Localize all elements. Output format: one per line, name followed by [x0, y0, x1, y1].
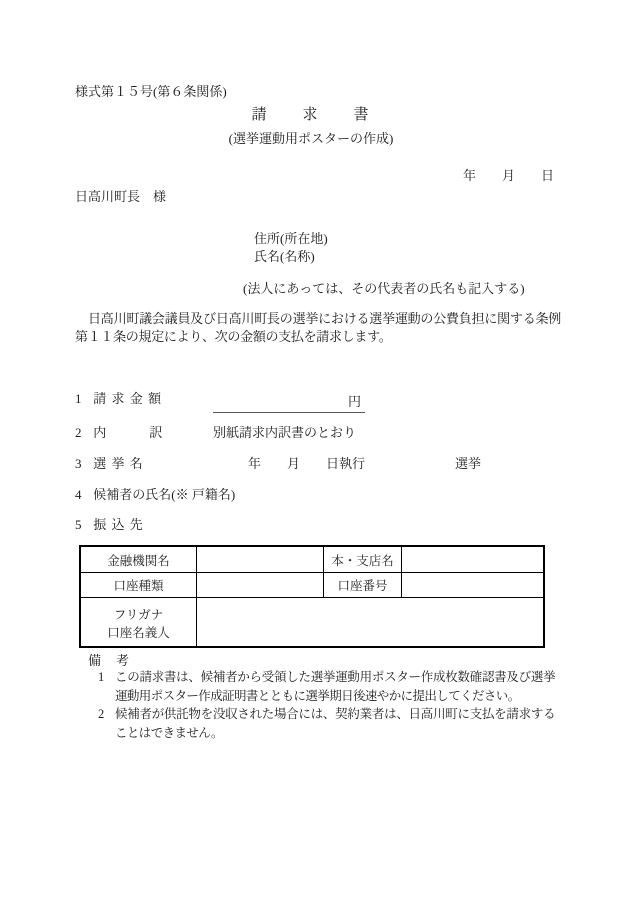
body-paragraph: 日高川町議会議員及び日高川町長の選挙における選挙運動の公費負担に関する条例第１１条の規定により、次の金額の支払を請求します。 [75, 311, 561, 344]
account-number-blank-cell [402, 573, 543, 598]
item-amount [75, 391, 162, 408]
addressee: 日高川町長 様 [75, 189, 167, 204]
amount-underline-field [213, 391, 365, 413]
remark-note-1 [98, 668, 560, 705]
remark-note-2 [98, 705, 560, 742]
item-election-name [75, 456, 144, 473]
account-holder-label-cell [81, 598, 197, 646]
item-breakdown [75, 425, 163, 442]
remark-note-2-text: 候補者が供託物を没収された場合には、契約業者は、日高川町に支払を請求することはできません。 [115, 707, 555, 740]
remarks-notes [98, 668, 560, 742]
item-candidate-no: 4 [75, 487, 82, 502]
bank-transfer-table [79, 545, 545, 648]
account-type-label: 口座種類 [81, 573, 197, 598]
furigana-label: フリガナ [113, 608, 164, 622]
financial-institution-label: 金融機関名 [81, 547, 197, 573]
date-blank-line: 年 月 日 [463, 168, 555, 183]
item-amount-no: 1 [75, 391, 82, 406]
account-type-blank-cell [197, 573, 324, 598]
amount-unit-yen: 円 [347, 394, 361, 409]
item-candidate-label: 候補者の氏名(※ 戸籍名) [93, 487, 236, 502]
item-amount-label: 請 求 金 額 [93, 391, 163, 406]
item-candidate-name [75, 487, 235, 504]
branch-label: 本・支店名 [324, 547, 402, 573]
applicant-address-label: 住所(所在地) [254, 231, 328, 246]
remark-note-1-no: 1 [98, 670, 105, 684]
election-suffix: 選挙 [455, 456, 482, 471]
item-bank-no: 5 [75, 517, 82, 532]
item-breakdown-no: 2 [75, 425, 82, 440]
form-number: 様式第１５号(第６条関係) [75, 84, 227, 99]
remarks-heading: 備 考 [88, 653, 131, 668]
item-bank-transfer [75, 517, 144, 534]
item-election-label: 選 挙 名 [93, 456, 144, 471]
item-breakdown-label: 内 訳 [93, 425, 164, 440]
election-date-blank: 年 月 日執行 [248, 456, 366, 471]
document-subtitle: (選挙運動用ポスターの作成) [228, 131, 394, 146]
item-election-no: 3 [75, 456, 82, 471]
remark-note-1-text: この請求書は、候補者から受領した選挙運動用ポスター作成枚数確認書及び選挙運動用ポスター作成証明書とともに選挙期日後速やかに提出してください。 [115, 670, 555, 703]
document-title: 請 求 書 [251, 107, 371, 123]
financial-institution-blank-cell [197, 547, 324, 573]
account-holder-blank-cell [197, 598, 543, 646]
corporation-note: (法人にあっては、その代表者の氏名も記入する) [243, 281, 525, 296]
item-breakdown-value: 別紙請求内訳書のとおり [213, 425, 357, 440]
branch-blank-cell [402, 547, 543, 573]
remark-note-2-no: 2 [98, 707, 105, 721]
account-holder-label: 口座名義人 [107, 626, 170, 640]
account-number-label: 口座番号 [324, 573, 402, 598]
applicant-name-label: 氏名(名称) [254, 249, 315, 264]
item-bank-label: 振 込 先 [93, 517, 144, 532]
